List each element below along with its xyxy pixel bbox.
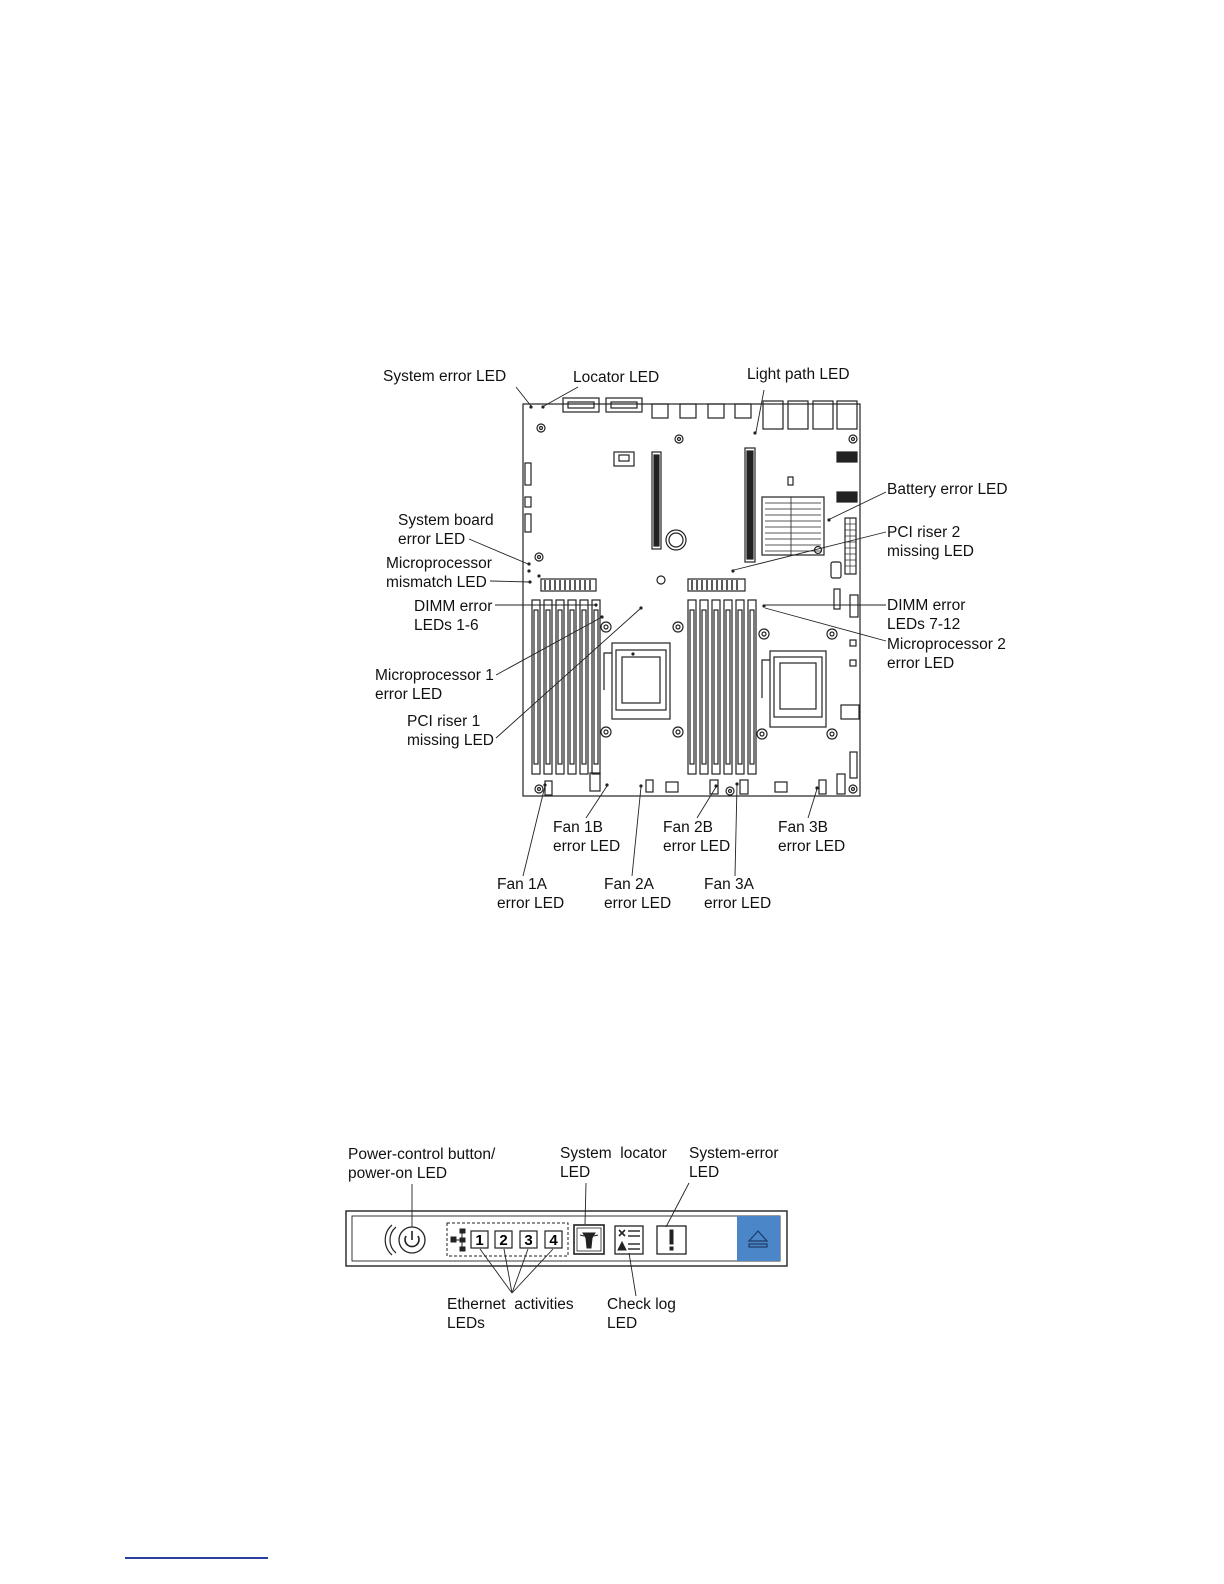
label-system-error-led: System error LED [383, 368, 507, 385]
label-ethernet-activities-leds: Ethernet activities LEDs [447, 1296, 574, 1332]
label-battery-error-led: Battery error LED [887, 481, 1008, 498]
check-log-led [615, 1226, 643, 1254]
label-fan-1a-error-led: Fan 1A error LED [497, 876, 565, 912]
ethernet-led-2: 2 [499, 1232, 508, 1249]
label-fan-2b-error-led: Fan 2B error LED [663, 819, 731, 855]
label-fan-1b-error-led: Fan 1B error LED [553, 819, 621, 855]
label-system-board-error-led: System board error LED [398, 512, 494, 548]
label-dimm-error-leds-7-12: DIMM error LEDs 7-12 [887, 597, 966, 633]
label-fan-3a-error-led: Fan 3A error LED [704, 876, 772, 912]
label-microprocessor-1-error-led: Microprocessor 1 error LED [375, 667, 494, 703]
label-check-log-led: Check log LED [607, 1296, 676, 1332]
label-system-locator-led: System locator LED [560, 1145, 667, 1181]
system-locator-led [574, 1225, 604, 1254]
label-dimm-error-leds-1-6: DIMM error LEDs 1-6 [414, 598, 493, 634]
label-fan-3b-error-led: Fan 3B error LED [778, 819, 846, 855]
ethernet-led-1: 1 [475, 1232, 484, 1249]
label-microprocessor-mismatch-led: Microprocessor mismatch LED [386, 555, 492, 591]
label-pci-riser-2-missing-led: PCI riser 2 missing LED [887, 524, 974, 560]
ethernet-led-3: 3 [524, 1232, 533, 1249]
system-error-led [657, 1226, 686, 1254]
power-control-button[interactable] [385, 1225, 425, 1255]
label-light-path-led: Light path LED [747, 366, 850, 383]
label-system-error-led-panel: System-error LED [689, 1145, 779, 1181]
ethernet-led-4: 4 [549, 1232, 558, 1249]
label-locator-led: Locator LED [573, 369, 660, 386]
eject-button[interactable] [737, 1216, 780, 1261]
label-pci-riser-1-missing-led: PCI riser 1 missing LED [407, 713, 494, 749]
label-microprocessor-2-error-led: Microprocessor 2 error LED [887, 636, 1006, 672]
label-power-control: Power-control button/ power-on LED [348, 1146, 496, 1182]
network-icon [451, 1229, 465, 1251]
footnote-rule [125, 1557, 268, 1559]
label-fan-2a-error-led: Fan 2A error LED [604, 876, 672, 912]
